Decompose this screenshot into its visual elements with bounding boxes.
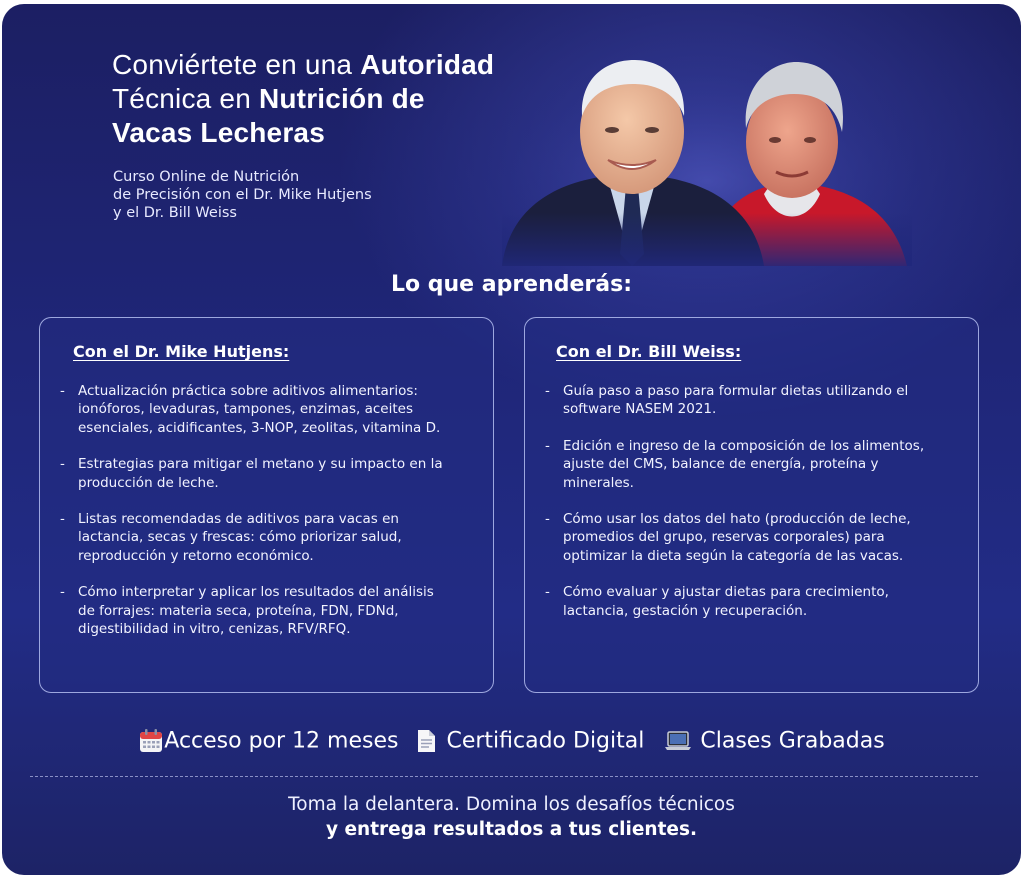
list-item: - Cómo evaluar y ajustar dietas para crecimiento, lactancia, gestación y recuperación. (545, 584, 889, 619)
hero-title-line1-bold: Autoridad (360, 49, 495, 80)
panel-title: Con el Dr. Bill Weiss: (556, 342, 742, 361)
list-item: - Estrategias para mitigar el metano y su impacto en la producción de leche. (60, 456, 443, 491)
tagline-line1: Toma la delantera. Domina los desafíos técnicos (288, 794, 735, 815)
tagline-line2: y entrega resultados a tus clientes. (325, 819, 697, 840)
tagline (2, 792, 1021, 842)
feature-recorded: Clases Grabadas (700, 728, 885, 754)
hero-subtitle-line: y el Dr. Bill Weiss (113, 205, 237, 221)
feature-certificate: Certificado Digital (446, 728, 645, 754)
bullet-list (545, 382, 965, 638)
features-row (2, 728, 1021, 754)
hero-subtitle-line: Curso Online de Nutrición (113, 169, 300, 185)
hero-title-line2: Técnica en (112, 83, 259, 114)
list-item: - Actualización práctica sobre aditivos alimentarios: ionóforos, levaduras, tampones, enzimas, aceites esenciales, acidificantes, 3-NOP, zeolitas, vitamina D. (60, 383, 441, 436)
list-item: - Edición e ingreso de la composición de los alimentos, ajuste del CMS, balance de energía, proteína y minerales. (545, 437, 925, 491)
panel-mike-hutjens (39, 317, 494, 693)
laptop-icon (663, 728, 693, 754)
hero-title-line1: Conviértete en una (112, 49, 361, 80)
hero-subtitle-line: de Precisión con el Dr. Mike Hutjens (113, 187, 372, 203)
instructors-photo (502, 54, 912, 266)
hero-title-line3-bold: Vacas Lecheras (112, 117, 325, 148)
feature-access: Acceso por 12 meses (164, 728, 399, 754)
bullet-list (60, 382, 480, 656)
hero-subtitle (113, 168, 433, 222)
list-item: - Cómo usar los datos del hato (producción de leche, promedios del grupo, reservas corporales) para optimizar la dieta según la categoría de las vacas. (545, 511, 911, 564)
panel-title: Con el Dr. Mike Hutjens: (73, 342, 290, 361)
section-heading: Lo que aprenderás: (390, 272, 633, 297)
calendar-icon (138, 728, 164, 754)
list-item: - Cómo interpretar y aplicar los resultados del análisis de forrajes: materia seca, proteína, FDN, FDNd, digestibilidad in vitro, cenizas, RFV/RFQ. (60, 584, 434, 638)
list-item: - Guía paso a paso para formular dietas utilizando el software NASEM 2021. (545, 383, 909, 418)
course-promo-card (2, 4, 1021, 875)
document-icon (413, 728, 439, 754)
divider (30, 776, 978, 777)
list-item: - Listas recomendadas de aditivos para vacas en lactancia, secas y frescas: cómo priorizar salud, reproducción y retorno económico. (60, 511, 402, 564)
hero-title-line2-bold: Nutrición de (258, 83, 425, 114)
panel-bill-weiss (524, 317, 979, 693)
